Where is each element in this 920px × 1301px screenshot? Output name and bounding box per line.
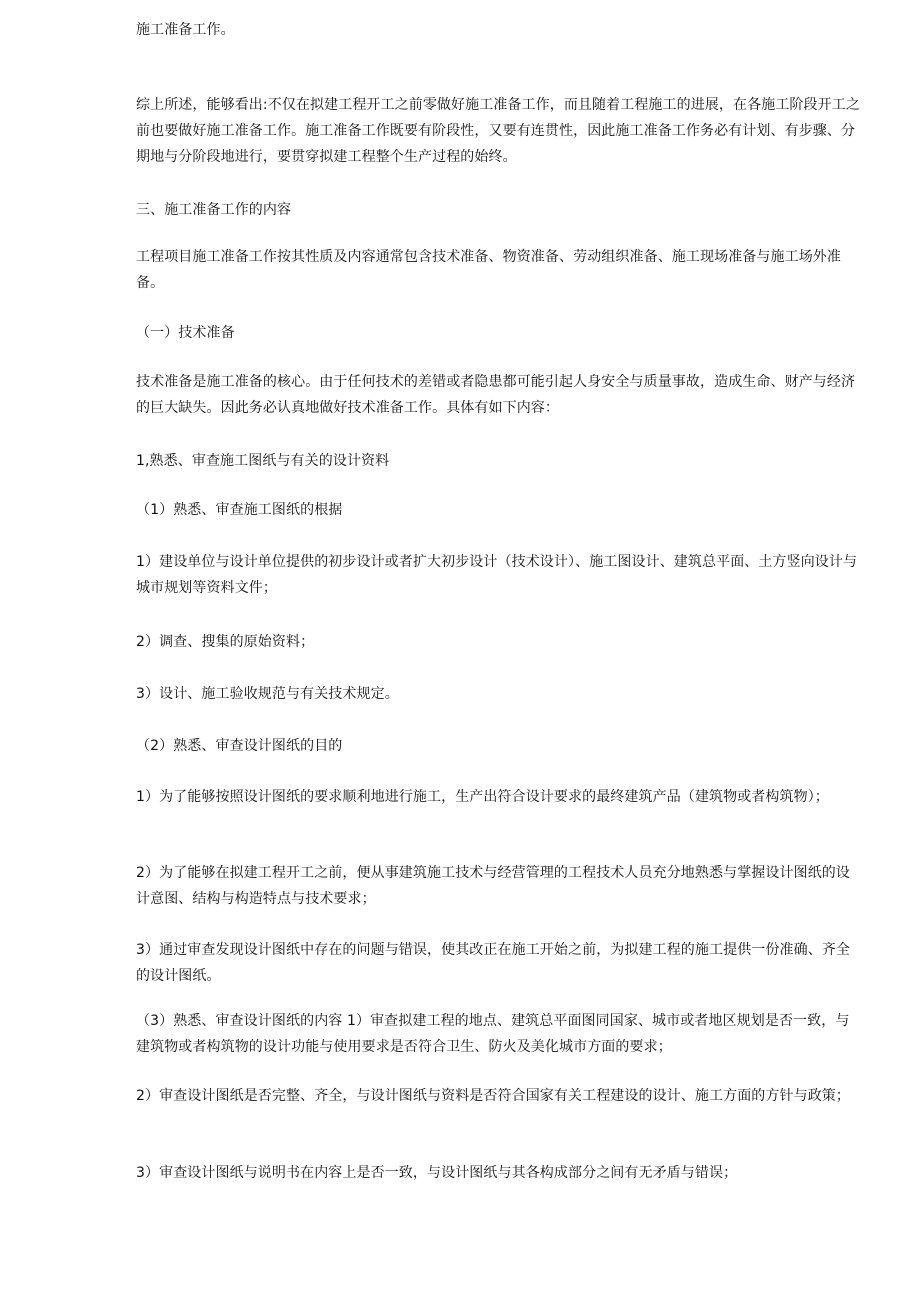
list-item: 1）建设单位与设计单位提供的初步设计或者扩大初步设计（技术设计）、施工图设计、建筑总平面、土方竖向设计与城市规划等资料文件； bbox=[136, 554, 858, 596]
list-item: 1）为了能够按照设计图纸的要求顺利地进行施工，生产出符合设计要求的最终建筑产品（建筑物或者构筑物）； bbox=[136, 789, 829, 805]
list-item: 3）设计、施工验收规范与有关技术规定。 bbox=[136, 686, 399, 702]
paragraph: 施工准备工作。 bbox=[136, 22, 235, 38]
list-item: 2）调查、搜集的原始资料； bbox=[136, 634, 315, 650]
subsection-heading: （一）技术准备 bbox=[136, 325, 235, 341]
paragraph: 技术准备是施工准备的核心。由于任何技术的差错或者隐患都可能引起人身安全与质量事故，造成生命、财产与经济的巨大缺失。因此务必认真地做好技术准备工作。具体有如下内容： bbox=[136, 374, 856, 416]
list-item: （3）熟悉、审查设计图纸的内容 1）审查拟建工程的地点、建筑总平面图同国家、城市或者地区规划是否一致，与建筑物或者构筑物的设计功能与使用要求是否符合卫生、防火及美化城市方面的要求； bbox=[136, 1013, 850, 1055]
list-item: 2）为了能够在拟建工程开工之前，便从事建筑施工技术与经营管理的工程技术人员充分地熟悉与掌握设计图纸的设计意图、结构与构造特点与技术要求； bbox=[136, 865, 851, 907]
paragraph: 综上所述，能够看出:不仅在拟建工程开工之前零做好施工准备工作，而且随着工程施工的进展，在各施工阶段开工之前也要做好施工准备工作。施工准备工作既要有阶段性，又要有连贯性，因此施工准备工作务必有计划、有步骤、分期地与分阶段地进行，要贯穿拟建工程整个生产过程的始终。 bbox=[136, 97, 860, 165]
list-item: 3）审查设计图纸与说明书在内容上是否一致，与设计图纸与其各构成部分之间有无矛盾与错误； bbox=[136, 1165, 738, 1181]
section-heading: 三、施工准备工作的内容 bbox=[136, 202, 292, 218]
list-heading: （1）熟悉、审查施工图纸的根据 bbox=[136, 502, 343, 518]
list-heading: 1,熟悉、审查施工图纸与有关的设计资料 bbox=[136, 453, 390, 469]
list-heading: （2）熟悉、审查设计图纸的目的 bbox=[136, 738, 343, 754]
list-item: 2）审查设计图纸是否完整、齐全，与设计图纸与资料是否符合国家有关工程建设的设计、施工方面的方针与政策； bbox=[136, 1088, 851, 1104]
list-item: 3）通过审查发现设计图纸中存在的问题与错误，使其改正在施工开始之前，为拟建工程的施工提供一份准确、齐全的设计图纸。 bbox=[136, 942, 851, 984]
paragraph: 工程项目施工准备工作按其性质及内容通常包含技术准备、物资准备、劳动组织准备、施工现场准备与施工场外准备。 bbox=[136, 249, 841, 291]
